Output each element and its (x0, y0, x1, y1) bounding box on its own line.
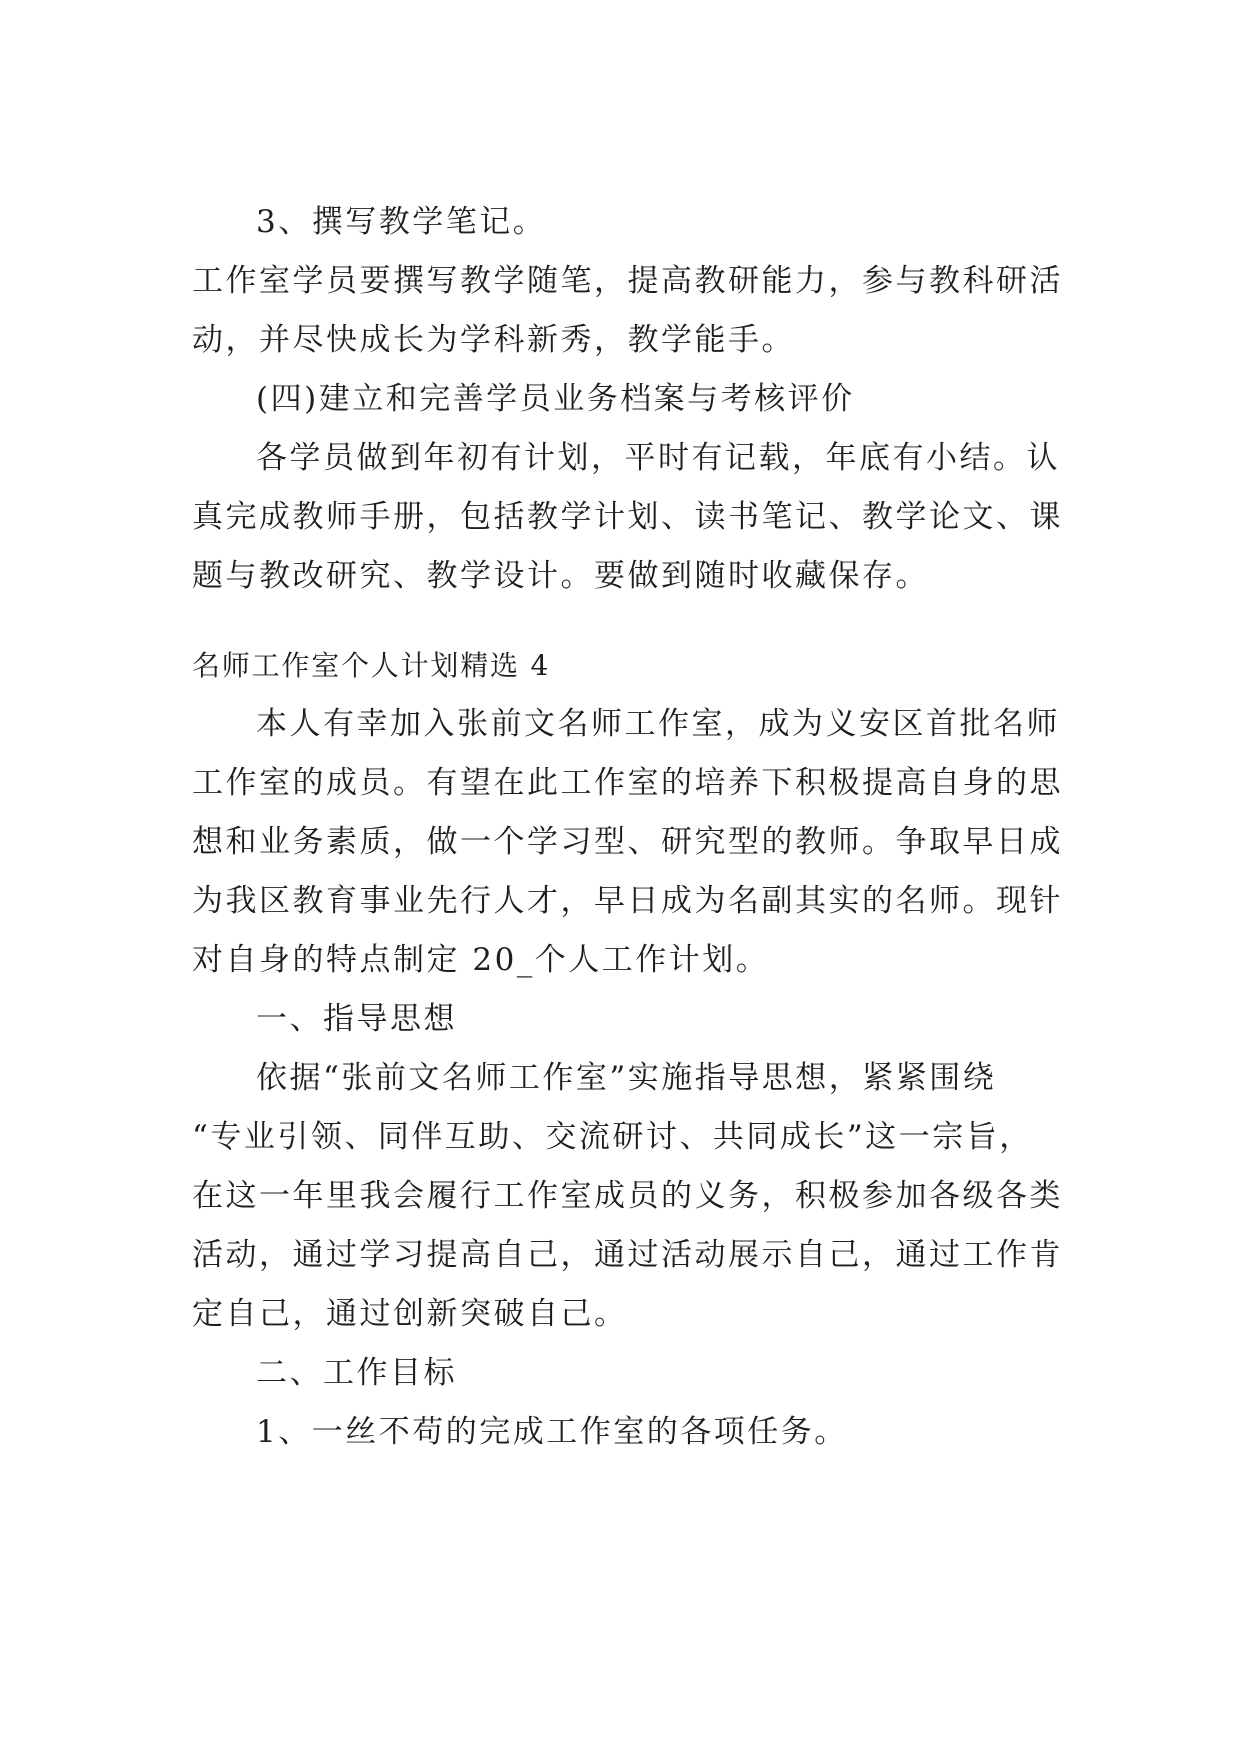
document-content (192, 193, 1072, 1462)
intro-line-5: 对自身的特点制定 20_个人工作计划。 (192, 942, 770, 978)
guiding-line-4: 活动，通过学习提高自己，通过活动展示自己，通过工作肯 (192, 1237, 1063, 1273)
goals-heading: 二、工作目标 (256, 1355, 457, 1391)
section4-body-line-1: 各学员做到年初有计划，平时有记载，年底有小结。认 (256, 440, 1060, 476)
item3-body-line-1: 工作室学员要撰写教学随笔，提高教研能力，参与教科研活 (192, 263, 1063, 299)
item3-body-line-2: 动，并尽快成长为学科新秀，教学能手。 (192, 322, 795, 358)
section-spacer (192, 606, 1072, 636)
section4-body-line-3: 题与教改研究、教学设计。要做到随时收藏保存。 (192, 558, 929, 594)
intro-line-2: 工作室的成员。有望在此工作室的培养下积极提高自身的思 (192, 765, 1063, 801)
guiding-heading: 一、指导思想 (256, 1001, 457, 1037)
item3-heading: 3、撰写教学笔记。 (256, 204, 547, 240)
plan-title: 名师工作室个人计划精选 4 (192, 649, 551, 682)
guiding-line-1: 依据“张前文名师工作室”实施指导思想，紧紧围绕 (256, 1060, 997, 1096)
section4-body-line-2: 真完成教师手册，包括教学计划、读书笔记、教学论文、课 (192, 499, 1063, 535)
guiding-line-3: 在这一年里我会履行工作室成员的义务，积极参加各级各类 (192, 1178, 1063, 1214)
intro-line-4: 为我区教育事业先行人才，早日成为名副其实的名师。现针 (192, 883, 1063, 919)
guiding-line-5: 定自己，通过创新突破自己。 (192, 1296, 628, 1332)
guiding-line-2: “专业引领、同伴互助、交流研讨、共同成长”这一宗旨， (192, 1119, 1033, 1155)
goal-1: 1、一丝不苟的完成工作室的各项任务。 (256, 1414, 848, 1450)
intro-line-3: 想和业务素质，做一个学习型、研究型的教师。争取早日成 (192, 824, 1063, 860)
section4-heading: (四)建立和完善学员业务档案与考核评价 (256, 381, 855, 417)
intro-line-1: 本人有幸加入张前文名师工作室，成为义安区首批名师 (256, 706, 1060, 742)
